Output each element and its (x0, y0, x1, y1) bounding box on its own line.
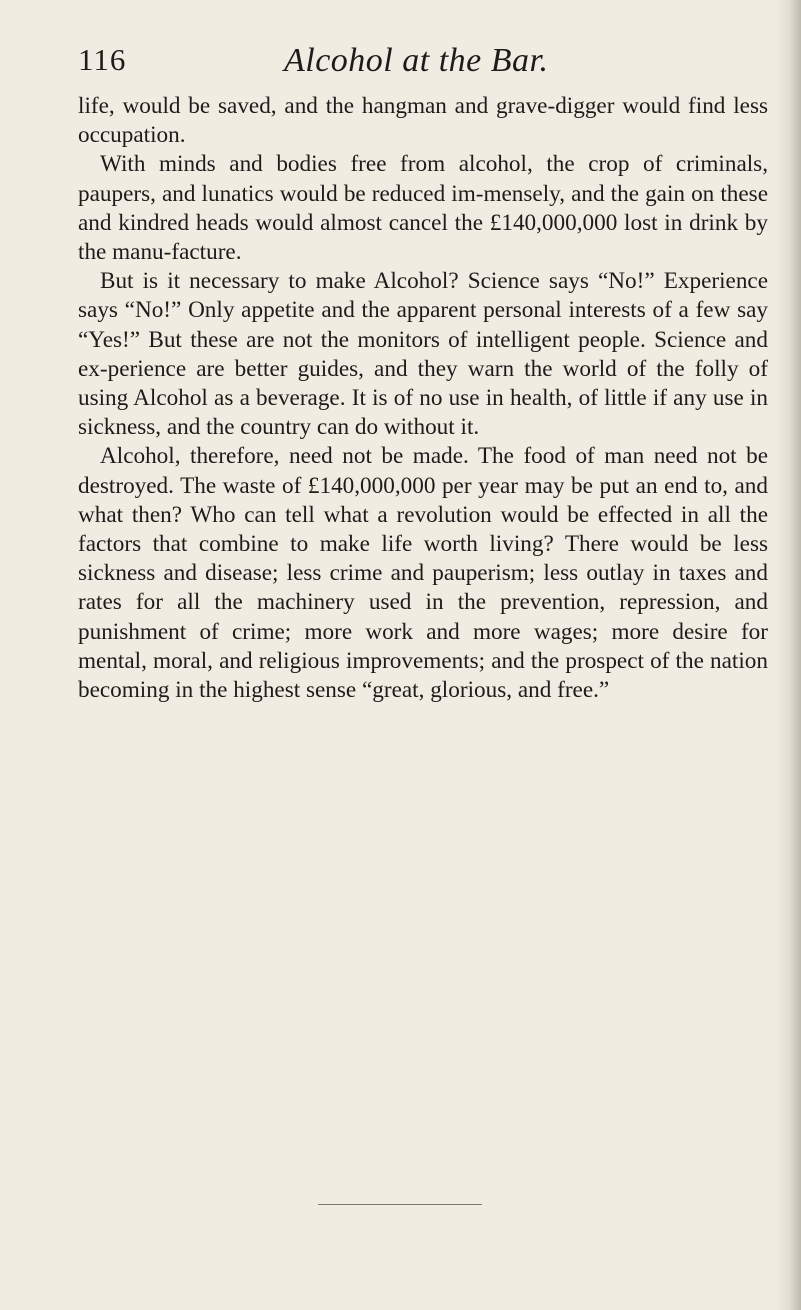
paragraph-continuation: life, would be saved, and the hangman and grave-digger would find less occupation. (78, 93, 768, 149)
running-title: Alcohol at the Bar. (284, 42, 549, 79)
paragraph: Alcohol, therefore, need not be made. The food of man need not be destroyed. The waste of £140,000,000 per year may be put an end to, and what then? Who can tell what a revolution would be effected in all the factors that combine to make life worth living? There would be less sickness and disease; less crime and pauperism; less outlay in taxes and rates for all the machinery used in the prevention, repression, and punishment of crime; more work and more wages; more desire for mental, moral, and religious improvements; and the prospect of the nation becoming in the highest sense “great, glorious, and free.” (78, 443, 768, 704)
page-edge-shadow (775, 0, 801, 1310)
page-header (78, 42, 768, 92)
paragraph: With minds and bodies free from alcohol, the crop of criminals, paupers, and lunatics would be reduced im-mensely, and the gain on these and kindred heads would almost cancel the £140,000,000 lost in drink by the manu-facture. (78, 151, 768, 266)
body-text (78, 92, 768, 705)
paragraph: But is it necessary to make Alcohol? Science says “No!” Experience says “No!” Only appetite and the apparent personal interests of a few say “Yes!” But these are not the monitors of intelligent people. Science and ex-perience are better guides, and they warn the world of the folly of using Alcohol as a beverage. It is of no use in health, of little if any use in sickness, and the country can do without it. (78, 268, 768, 441)
page-number: 116 (78, 42, 127, 77)
section-divider (318, 1204, 482, 1205)
